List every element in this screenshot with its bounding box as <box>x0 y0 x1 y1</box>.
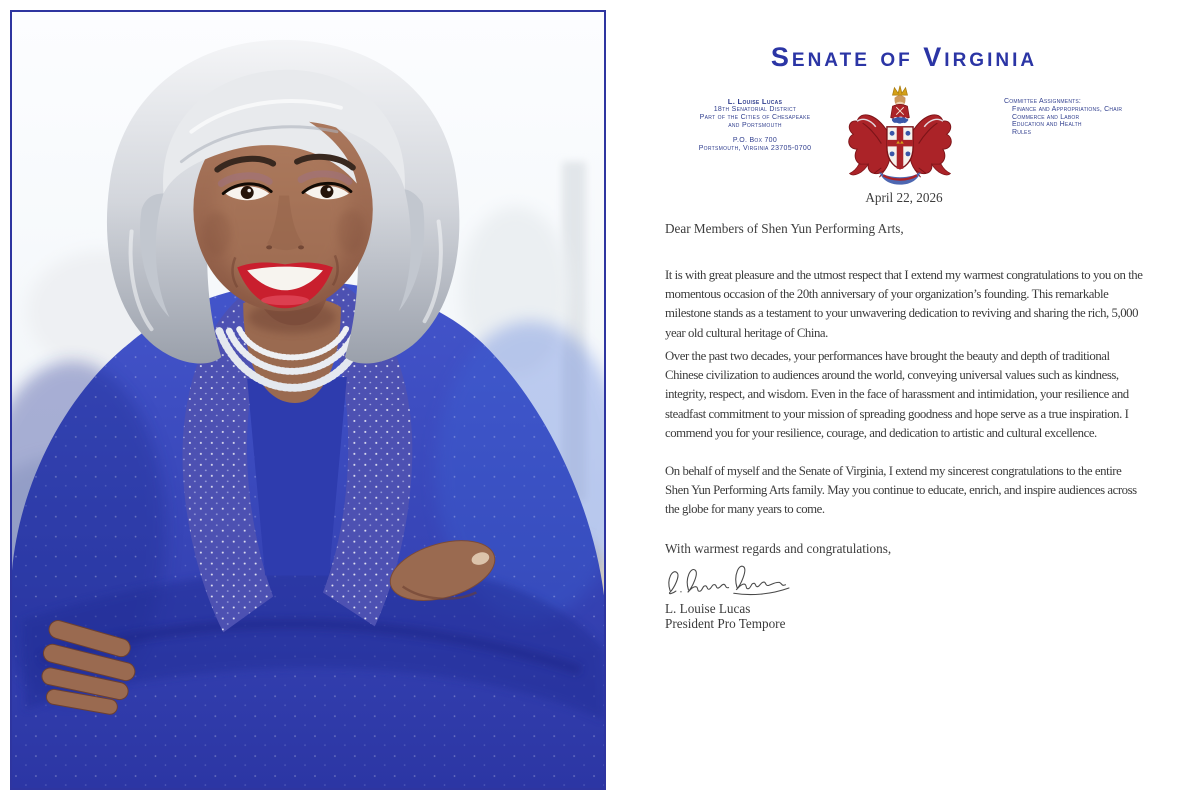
letterhead <box>608 92 1200 202</box>
committee-item: Commerce and Labor <box>1012 113 1080 121</box>
signature-name: L. Louise Lucas <box>665 601 751 616</box>
paragraph: Over the past two decades, your performances have brought the beauty and depth of traditional Chinese civilization to audiences around the world, conveying universal values such as kindness, integrity, respect, and wisdom. Even in the face of harassment and intimidation, your resilience and steadfast commitment to your mission of spreading goodness and hope serve as a true inspiration. I commend you for your resilience, courage, and dedication to artistic and cultural excellence. <box>665 349 1129 440</box>
paragraph: It is with great pleasure and the utmost respect that I extend my warmest congratulations to you on the momentous occasion of the 20th anniversary of your organization’s founding. This remarkable milestone stands as a testament to your unwavering dedication to reviving and sharing the rich, 5,000 year old cultural heritage of China. <box>665 268 1143 340</box>
committee-item: Rules <box>1012 129 1032 137</box>
signature-title: President Pro Tempore <box>665 616 786 631</box>
committee-block <box>1004 98 1174 137</box>
coat-of-arms-icon <box>844 84 956 192</box>
letter-date: April 22, 2026 <box>865 190 943 205</box>
signature-script-icon <box>662 555 798 606</box>
committee-item: Education and Health <box>1012 121 1082 129</box>
portrait-photo <box>10 10 606 790</box>
sender-line: Part of the Cities of Chesapeake <box>699 113 811 121</box>
closing-line: With warmest regards and congratulations, <box>665 541 892 556</box>
letter-title: Senate of Virginia <box>770 42 1038 72</box>
paragraph: On behalf of myself and the Senate of Virginia, I extend my sincerest congratulations to the entire Shen Yun Performing Arts family. May you continue to educate, enrich, and inspire audiences across the globe for many years to come. <box>665 464 1137 517</box>
sender-block <box>665 97 845 153</box>
sender-address-line: Portsmouth, Virginia 23705-0700 <box>698 145 812 153</box>
committee-heading: Committee Assignments: <box>1004 98 1082 105</box>
salutation: Dear Members of Shen Yun Performing Arts, <box>665 221 904 236</box>
sender-gap <box>665 129 845 137</box>
sender-name: L. Louise Lucas <box>727 97 783 106</box>
sender-line: and Portsmouth <box>728 121 782 129</box>
sender-address-line: P.O. Box 700 <box>732 137 778 145</box>
portrait-illustration <box>12 12 604 788</box>
letter <box>608 0 1200 800</box>
committee-item: Finance and Appropriations, Chair <box>1012 105 1123 113</box>
sender-line: 18th Senatorial District <box>713 106 797 113</box>
